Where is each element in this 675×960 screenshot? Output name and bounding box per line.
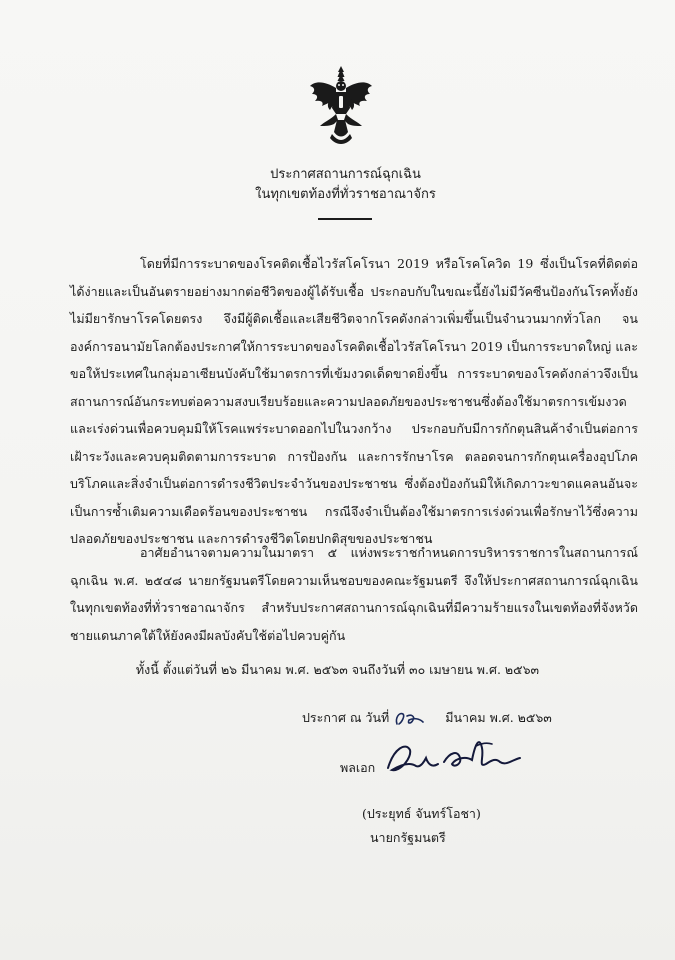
body-paragraph-2: อาศัยอำนาจตามความในมาตรา ๕ แห่งพระราชกำหนดการบริหารราชการในสถานการณ์ฉุกเฉิน พ.ศ. ๒๕๔๘ นายกรัฐมนตรีโดยความเห็นชอบของคณะรัฐมนตรี จึงให้ประกาศสถานการณ์ฉุกเฉินในทุกเขตท้องที่ทั่วราชอาณาจักร สำหรับประกาศสถานการณ์ฉุกเฉินที่มีความร้ายแรงในเขตท้องที่จังหวัดชายแดนภาคใต้ให้ยังคงมีผลบังคับใช้ต่อไปควบคู่กัน: [70, 545, 638, 643]
announcement-title-line1: ประกาศสถานการณ์ฉุกเฉิน: [270, 167, 421, 182]
handwritten-day-mark: [393, 710, 441, 728]
garuda-emblem-icon: [308, 64, 374, 148]
announced-prefix: ประกาศ ณ วันที่: [302, 710, 390, 725]
effective-period: ทั้งนี้ ตั้งแต่วันที่ ๒๖ มีนาคม พ.ศ. ๒๕๖๓ จนถึงวันที่ ๓๐ เมษายน พ.ศ. ๒๕๖๓: [135, 662, 540, 677]
announced-suffix: มีนาคม พ.ศ. ๒๕๖๓: [445, 710, 552, 725]
signer-rank: พลเอก: [340, 760, 376, 775]
announcement-date: [302, 708, 552, 728]
body-paragraph-1: โดยที่มีการระบาดของโรคติดเชื้อไวรัสโคโรนา 2019 หรือโรคโควิด 19 ซึ่งเป็นโรคที่ติดต่อได้ง่ายและเป็นอันตรายอย่างมากต่อชีวิตของผู้ได้รับเชื้อ ประกอบกับในขณะนี้ยังไม่มีวัคซีนป้องกันโรคทั้งยังไม่มียารักษาโรคโดยตรง จึงมีผู้ติดเชื้อและเสียชีวิตจากโรคดังกล่าวเพิ่มขึ้นเป็นจำนวนมากทั่วโลก จนองค์การอนามัยโลกต้องประกาศให้การระบาดของโรคติดเชื้อไวรัสโคโรนา 2019 เป็นการระบาดใหญ่ และขอให้ประเทศในกลุ่มอาเซียนบังคับใช้มาตรการที่เข้มงวดเด็ดขาดยิ่งขึ้น การระบาดของโรคดังกล่าวจึงเป็นสถานการณ์อันกระทบต่อความสงบเรียบร้อยและความปลอดภัยของประชาชนซึ่งต้องใช้มาตรการเข้มงวดและเร่งด่วนเพื่อควบคุมมิให้โรคแพร่ระบาดออกไปในวงกว้าง ประกอบกับมีการกักตุนสินค้าจำเป็นต่อการเฝ้าระวังและควบคุมติดตามการระบาด การป้องกัน และการรักษาโรค ตลอดจนการกักตุนเครื่องอุปโภคบริโภคและสิ่งจำเป็นต่อการดำรงชีวิตประจำวันของประชาชน ซึ่งต้องป้องกันมิให้เกิดภาวะขาดแคลนอันจะเป็นการซ้ำเติมความเดือดร้อนของประชาชน กรณีจึงจำเป็นต้องใช้มาตรการเร่งด่วนเพื่อรักษาไว้ซึ่งความปลอดภัยของประชาชน และการดำรงชีวิตโดยปกติสุขของประชาชน: [70, 256, 638, 546]
handwritten-signature: [380, 728, 530, 784]
signer-name: (ประยุทธ์ จันทร์โอชา): [362, 806, 481, 821]
announcement-title-line2: ในทุกเขตท้องที่ทั่วราชอาณาจักร: [255, 187, 436, 202]
title-divider: [318, 218, 372, 220]
signer-position: นายกรัฐมนตรี: [370, 830, 446, 845]
